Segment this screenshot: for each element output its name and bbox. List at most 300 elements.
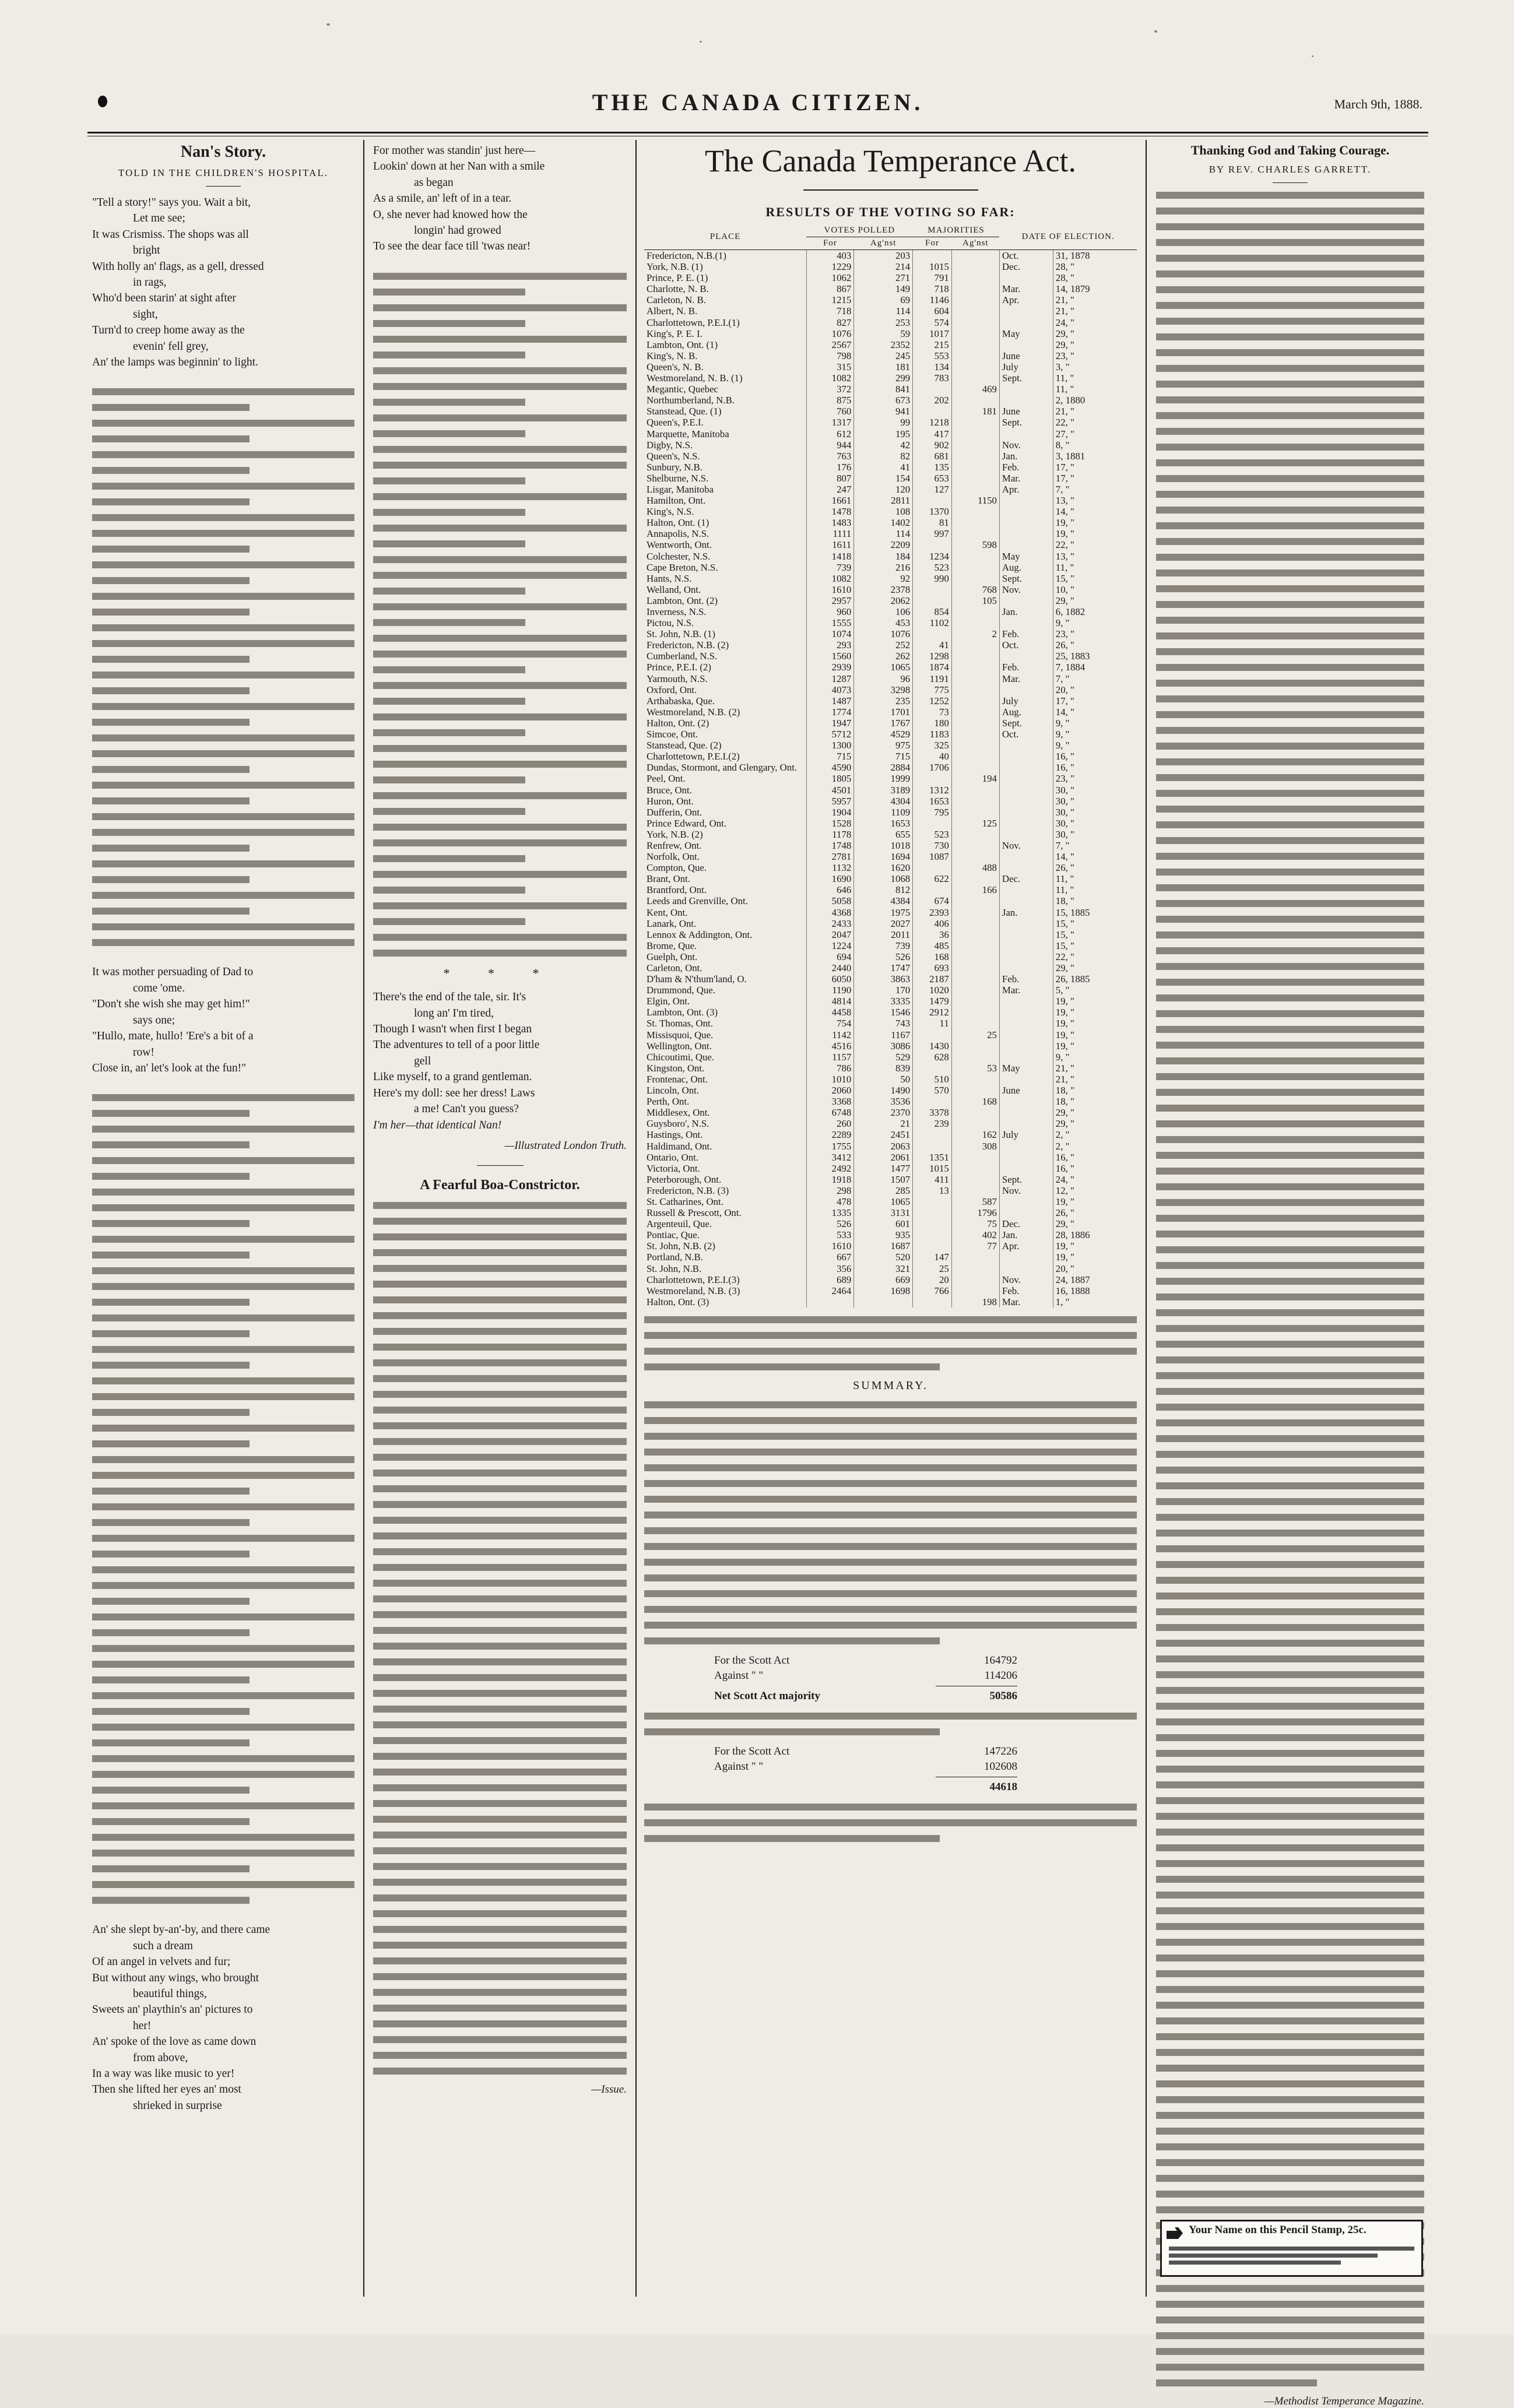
votes-against-cell: 975 <box>854 740 913 751</box>
place-cell: Westmoreland, N.B. (2) <box>647 706 740 718</box>
majority-for-cell: 1015 <box>913 1163 952 1174</box>
issue-date: March 9th, 1888. <box>1334 97 1422 111</box>
day-year-cell: 22, " <box>1053 417 1137 428</box>
total-value: 147226 <box>984 1745 1017 1757</box>
majority-for-cell: 718 <box>913 283 952 294</box>
place-cell: Lincoln, Ont. <box>647 1085 699 1096</box>
majority-against-cell <box>951 785 999 796</box>
day-year-cell: 31, 1878 <box>1053 250 1137 262</box>
votes-against-cell: 2370 <box>854 1107 913 1118</box>
poem-line: Here's my doll: see her dress! Laws <box>373 1087 535 1099</box>
votes-against-cell: 299 <box>854 372 913 384</box>
votes-for-cell: 1062 <box>806 272 854 283</box>
majority-against-cell <box>951 1085 999 1096</box>
table-row <box>644 1285 1137 1296</box>
place-cell: Guysboro', N.S. <box>647 1118 709 1130</box>
place-cell: Russell & Prescott, Ont. <box>647 1207 742 1219</box>
place-cell: York, N.B. (1) <box>647 261 703 273</box>
table-row <box>644 1240 1137 1252</box>
month-cell: May <box>999 1063 1053 1074</box>
votes-for-cell: 6050 <box>806 973 854 985</box>
place-cell: Charlottetown, P.E.I.(2) <box>647 751 740 762</box>
majority-against-cell <box>951 851 999 862</box>
majority-against-cell: 25 <box>951 1029 999 1040</box>
illegible-poem-stanzas <box>373 273 627 957</box>
table-row <box>644 940 1137 951</box>
month-cell <box>999 539 1053 550</box>
votes-for-cell: 1748 <box>806 840 854 851</box>
day-year-cell: 19, " <box>1053 996 1137 1007</box>
day-year-cell: 16, 1888 <box>1053 1285 1137 1296</box>
poem-line: Sweets an' playthin's an' pictures to <box>92 2003 253 2016</box>
votes-for-cell: 960 <box>806 606 854 617</box>
majority-for-cell: 604 <box>913 305 952 317</box>
day-year-cell: 7, 1884 <box>1053 662 1137 673</box>
pencil-stamp-ad <box>1160 2220 1423 2277</box>
poem-line: beautiful things, <box>133 1987 207 2000</box>
place-cell: Peel, Ont. <box>647 773 686 785</box>
month-cell <box>999 1018 1053 1029</box>
poem-line: row! <box>133 1046 154 1059</box>
table-row <box>644 695 1137 706</box>
place-cell: Frontenac, Ont. <box>647 1073 708 1085</box>
votes-against-cell: 4384 <box>854 895 913 906</box>
votes-against-cell: 50 <box>854 1074 913 1085</box>
votes-against-cell: 3086 <box>854 1040 913 1052</box>
month-cell: Jan. <box>999 451 1053 462</box>
majority-against-cell <box>951 706 999 718</box>
day-year-cell: 16, " <box>1053 1152 1137 1163</box>
place-cell: Brant, Ont. <box>647 873 691 885</box>
poem-line: To see the dear face till 'twas near! <box>373 240 531 253</box>
majority-against-cell: 2 <box>951 628 999 639</box>
poem-line: from above, <box>133 2051 188 2064</box>
month-cell <box>999 305 1053 317</box>
stamp-ad-title: Your Name on this Pencil Stamp, 25c. <box>1189 2224 1367 2236</box>
majority-for-cell: 1102 <box>913 617 952 628</box>
month-cell: Dec. <box>999 873 1053 884</box>
votes-against-cell: 235 <box>854 695 913 706</box>
majority-for-cell: 1234 <box>913 551 952 562</box>
table-notes <box>644 1316 1137 1370</box>
place-cell: Shelburne, N.S. <box>647 472 709 484</box>
place-cell: Wellington, Ont. <box>647 1040 712 1052</box>
votes-against-cell: 149 <box>854 283 913 294</box>
majority-for-cell <box>913 1240 952 1252</box>
table-row <box>644 372 1137 384</box>
majority-for-cell <box>913 1218 952 1229</box>
majority-for-cell: 2912 <box>913 1007 952 1018</box>
votes-against-cell: 669 <box>854 1274 913 1285</box>
month-cell: Mar. <box>999 673 1053 684</box>
day-year-cell: 3, 1881 <box>1053 451 1137 462</box>
majority-for-cell: 73 <box>913 706 952 718</box>
month-cell: June <box>999 1085 1053 1096</box>
table-row <box>644 962 1137 973</box>
place-cell: Annapolis, N.S. <box>647 528 709 540</box>
poem-line: Then she lifted her eyes an' most <box>92 2083 241 2096</box>
votes-for-cell: 2060 <box>806 1085 854 1096</box>
majority-for-cell: 854 <box>913 606 952 617</box>
day-year-cell: 24, " <box>1053 1174 1137 1185</box>
place-cell: Guelph, Ont. <box>647 951 698 962</box>
day-year-cell: 16, " <box>1053 1163 1137 1174</box>
majority-for-cell: 628 <box>913 1052 952 1063</box>
poem-line: An' the lamps was beginnin' to light. <box>92 356 258 369</box>
votes-against-cell: 1687 <box>854 1240 913 1252</box>
majority-for-cell: 13 <box>913 1185 952 1196</box>
place-cell: Kingston, Ont. <box>647 1062 705 1074</box>
majority-against-cell <box>951 1185 999 1196</box>
table-row <box>644 462 1137 473</box>
place-cell: Compton, Que. <box>647 862 707 874</box>
votes-against-cell: 285 <box>854 1185 913 1196</box>
votes-against-cell: 935 <box>854 1229 913 1240</box>
majority-against-cell: 1796 <box>951 1207 999 1218</box>
month-cell <box>999 1152 1053 1163</box>
table-row <box>644 617 1137 628</box>
day-year-cell: 10, " <box>1053 584 1137 595</box>
total-label: Against " " <box>714 1669 764 1682</box>
poem-line: longin' had growed <box>414 224 501 237</box>
votes-against-cell: 321 <box>854 1263 913 1274</box>
poem-line: With holly an' flags, as a gell, dressed <box>92 260 264 273</box>
majority-against-cell: 162 <box>951 1129 999 1140</box>
majority-against-cell: 598 <box>951 539 999 550</box>
day-year-cell: 2, " <box>1053 1141 1137 1152</box>
table-row <box>644 1296 1137 1307</box>
table-row <box>644 1029 1137 1040</box>
place-cell: Cumberland, N.S. <box>647 651 718 662</box>
month-cell <box>999 528 1053 539</box>
table-row <box>644 339 1137 350</box>
month-cell <box>999 1207 1053 1218</box>
table-row <box>644 539 1137 550</box>
votes-for-cell: 2289 <box>806 1129 854 1140</box>
majority-against-cell <box>951 751 999 762</box>
votes-against-cell: 203 <box>854 250 913 262</box>
table-row <box>644 996 1137 1007</box>
place-cell: Queen's, P.E.I. <box>647 417 704 428</box>
month-cell <box>999 339 1053 350</box>
table-row <box>644 1107 1137 1118</box>
place-cell: Yarmouth, N.S. <box>647 673 708 684</box>
article-attribution: —Issue. <box>591 2083 627 2096</box>
table-row <box>644 929 1137 940</box>
totals-block-2 <box>714 1744 1017 1795</box>
majority-against-cell: 1150 <box>951 495 999 506</box>
sermon-title: Thanking God and Taking Courage. <box>1190 143 1390 157</box>
month-cell: Nov. <box>999 1185 1053 1196</box>
votes-for-cell: 247 <box>806 484 854 495</box>
table-row <box>644 328 1137 339</box>
col-header-for: For <box>806 237 854 250</box>
place-cell: Lambton, Ont. (2) <box>647 595 718 606</box>
majority-for-cell <box>913 384 952 395</box>
majority-for-cell <box>913 250 952 262</box>
place-cell: Lisgar, Manitoba <box>647 483 714 495</box>
majority-for-cell: 1017 <box>913 328 952 339</box>
month-cell <box>999 317 1053 328</box>
place-cell: Charlotte, N. B. <box>647 283 709 295</box>
votes-for-cell: 1190 <box>806 985 854 996</box>
day-year-cell: 7, " <box>1053 673 1137 684</box>
day-year-cell: 26, " <box>1053 639 1137 651</box>
majority-for-cell: 1706 <box>913 762 952 773</box>
poem-line: "Hullo, mate, hullo! 'Ere's a bit of a <box>92 1030 254 1043</box>
majority-for-cell <box>913 1029 952 1040</box>
majority-against-cell <box>951 1040 999 1052</box>
month-cell: Feb. <box>999 662 1053 673</box>
votes-for-cell: 827 <box>806 317 854 328</box>
votes-against-cell: 1767 <box>854 718 913 729</box>
place-cell: St. Thomas, Ont. <box>647 1018 713 1029</box>
illegible-poem-stanzas <box>92 388 354 946</box>
table-row <box>644 895 1137 906</box>
table-row <box>644 1096 1137 1107</box>
place-cell: Hamilton, Ont. <box>647 495 706 507</box>
majority-against-cell: 168 <box>951 1096 999 1107</box>
summary-note <box>644 1713 1137 1735</box>
month-cell <box>999 1040 1053 1052</box>
majority-for-cell <box>913 773 952 784</box>
majority-for-cell: 1020 <box>913 985 952 996</box>
votes-against-cell: 195 <box>854 428 913 440</box>
poem-line: Who'd been starin' at sight after <box>92 292 236 305</box>
total-label: Net Scott Act majority <box>714 1689 821 1702</box>
place-cell: Drummond, Que. <box>647 985 715 996</box>
majority-for-cell: 766 <box>913 1285 952 1296</box>
month-cell <box>999 785 1053 796</box>
majority-for-cell: 730 <box>913 840 952 851</box>
majority-against-cell: 53 <box>951 1063 999 1074</box>
votes-against-cell: 2884 <box>854 762 913 773</box>
majority-for-cell <box>913 884 952 895</box>
day-year-cell: 9, " <box>1053 617 1137 628</box>
votes-for-cell: 1111 <box>806 528 854 539</box>
majority-for-cell: 510 <box>913 1074 952 1085</box>
summary-text <box>644 1401 1137 1644</box>
poem-line: For mother was standin' just here— <box>373 145 536 157</box>
place-cell: Inverness, N.S. <box>647 606 707 617</box>
votes-against-cell: 2027 <box>854 918 913 929</box>
month-cell: Aug. <box>999 706 1053 718</box>
majority-against-cell: 194 <box>951 773 999 784</box>
votes-for-cell: 4501 <box>806 785 854 796</box>
poem-line: It was mother persuading of Dad to <box>92 966 254 979</box>
table-row <box>644 562 1137 573</box>
majority-against-cell <box>951 873 999 884</box>
month-cell: June <box>999 350 1053 361</box>
votes-for-cell: 763 <box>806 451 854 462</box>
sermon-attribution: —Methodist Temperance Magazine. <box>1264 2395 1424 2407</box>
month-cell: Feb. <box>999 1285 1053 1296</box>
illegible-poem-stanzas <box>92 1094 354 1904</box>
month-cell: Nov. <box>999 440 1053 451</box>
votes-against-cell: 262 <box>854 651 913 662</box>
day-year-cell: 16, " <box>1053 751 1137 762</box>
majority-for-cell: 485 <box>913 940 952 951</box>
majority-against-cell: 469 <box>951 384 999 395</box>
results-heading: RESULTS OF THE VOTING SO FAR: <box>765 205 1016 219</box>
votes-for-cell: 2433 <box>806 918 854 929</box>
day-year-cell: 26, " <box>1053 862 1137 873</box>
table-row <box>644 740 1137 751</box>
votes-for-cell: 760 <box>806 406 854 417</box>
majority-for-cell: 41 <box>913 639 952 651</box>
majority-for-cell: 127 <box>913 484 952 495</box>
title-rule <box>803 189 978 191</box>
majority-against-cell <box>951 1007 999 1018</box>
majority-for-cell: 1183 <box>913 729 952 740</box>
votes-against-cell: 1999 <box>854 773 913 784</box>
votes-for-cell: 1229 <box>806 261 854 272</box>
majority-for-cell: 990 <box>913 573 952 584</box>
place-cell: Leeds and Grenville, Ont. <box>647 895 748 907</box>
votes-against-cell: 3189 <box>854 785 913 796</box>
majority-for-cell <box>913 1141 952 1152</box>
stamp-ad-fineprint <box>1169 2244 1414 2268</box>
poem-line: It was Crismiss. The shops was all <box>92 228 249 241</box>
votes-against-cell: 655 <box>854 829 913 840</box>
majority-for-cell: 653 <box>913 473 952 484</box>
votes-for-cell: 646 <box>806 884 854 895</box>
place-cell: Chicoutimi, Que. <box>647 1051 715 1063</box>
day-year-cell: 11, " <box>1053 884 1137 895</box>
column-rule-2 <box>635 140 637 2297</box>
table-row <box>644 951 1137 962</box>
day-year-cell: 9, " <box>1053 718 1137 729</box>
votes-for-cell: 260 <box>806 1118 854 1129</box>
majority-against-cell <box>951 350 999 361</box>
place-cell: Colchester, N.S. <box>647 550 711 562</box>
majority-against-cell: 587 <box>951 1196 999 1207</box>
votes-against-cell: 453 <box>854 617 913 628</box>
table-row <box>644 1129 1137 1140</box>
month-cell <box>999 818 1053 829</box>
table-row <box>644 595 1137 606</box>
place-cell: Middlesex, Ont. <box>647 1107 710 1119</box>
table-row <box>644 395 1137 406</box>
majority-against-cell <box>951 929 999 940</box>
table-row <box>644 361 1137 372</box>
majority-for-cell: 168 <box>913 951 952 962</box>
majority-against-cell <box>951 951 999 962</box>
day-year-cell: 19, " <box>1053 1252 1137 1263</box>
month-cell <box>999 918 1053 929</box>
votes-for-cell: 1611 <box>806 539 854 550</box>
majority-against-cell: 105 <box>951 595 999 606</box>
votes-against-cell: 526 <box>854 951 913 962</box>
month-cell: Feb. <box>999 973 1053 985</box>
majority-for-cell <box>913 584 952 595</box>
votes-for-cell: 1774 <box>806 706 854 718</box>
majority-for-cell: 406 <box>913 918 952 929</box>
day-year-cell: 26, " <box>1053 1207 1137 1218</box>
month-cell <box>999 1163 1053 1174</box>
table-row <box>644 584 1137 595</box>
poem-subtitle: TOLD IN THE CHILDREN'S HOSPITAL. <box>118 167 329 178</box>
majority-against-cell <box>951 985 999 996</box>
votes-against-cell: 69 <box>854 294 913 305</box>
table-row <box>644 1263 1137 1274</box>
month-cell: Sept. <box>999 372 1053 384</box>
month-cell <box>999 929 1053 940</box>
day-year-cell: 23, " <box>1053 628 1137 639</box>
day-year-cell: 18, " <box>1053 895 1137 906</box>
majority-against-cell <box>951 305 999 317</box>
table-row <box>644 773 1137 784</box>
day-year-cell: 17, " <box>1053 473 1137 484</box>
votes-for-cell: 526 <box>806 1218 854 1229</box>
place-cell: King's, N. B. <box>647 350 698 361</box>
majority-against-cell <box>951 261 999 272</box>
table-row <box>644 473 1137 484</box>
majority-against-cell <box>951 473 999 484</box>
majority-against-cell <box>951 1252 999 1263</box>
votes-against-cell: 1698 <box>854 1285 913 1296</box>
place-cell: Dufferin, Ont. <box>647 806 702 818</box>
place-cell: Hants, N.S. <box>647 572 692 584</box>
votes-for-cell: 5058 <box>806 895 854 906</box>
day-year-cell: 30, " <box>1053 829 1137 840</box>
month-cell: Nov. <box>999 840 1053 851</box>
majority-against-cell <box>951 506 999 517</box>
place-cell: Charlottetown, P.E.I.(1) <box>647 317 740 328</box>
day-year-cell: 29, " <box>1053 1118 1137 1129</box>
month-cell: Apr. <box>999 1240 1053 1252</box>
place-cell: D'ham & N'thum'land, O. <box>647 973 747 985</box>
table-row <box>644 729 1137 740</box>
votes-for-cell: 403 <box>806 250 854 262</box>
day-year-cell: 15, 1885 <box>1053 907 1137 918</box>
votes-for-cell: 6748 <box>806 1107 854 1118</box>
votes-against-cell: 2209 <box>854 539 913 550</box>
majority-for-cell: 411 <box>913 1174 952 1185</box>
majority-for-cell: 1874 <box>913 662 952 673</box>
majority-against-cell <box>951 1285 999 1296</box>
poem-line: There's the end of the tale, sir. It's <box>373 991 526 1004</box>
table-row <box>644 551 1137 562</box>
poem-line: Close in, an' let's look at the fun!" <box>92 1061 247 1074</box>
month-cell: Sept. <box>999 573 1053 584</box>
month-cell: Oct. <box>999 250 1053 262</box>
votes-against-cell: 154 <box>854 473 913 484</box>
votes-for-cell: 176 <box>806 462 854 473</box>
majority-against-cell <box>951 718 999 729</box>
majority-against-cell <box>951 617 999 628</box>
day-year-cell: 26, 1885 <box>1053 973 1137 985</box>
votes-for-cell: 718 <box>806 305 854 317</box>
month-cell: Mar. <box>999 985 1053 996</box>
place-cell: Brome, Que. <box>647 940 697 951</box>
table-row <box>644 406 1137 417</box>
day-year-cell: 29, " <box>1053 1218 1137 1229</box>
article-body <box>373 1202 627 2075</box>
votes-for-cell: 667 <box>806 1252 854 1263</box>
table-row <box>644 807 1137 818</box>
illegible-sermon-text <box>1156 192 1424 2386</box>
majority-against-cell <box>951 651 999 662</box>
title-rule <box>206 186 241 187</box>
majority-for-cell: 553 <box>913 350 952 361</box>
day-year-cell: 23, " <box>1053 350 1137 361</box>
table-row <box>644 350 1137 361</box>
day-year-cell: 12, " <box>1053 1185 1137 1196</box>
votes-against-cell: 1477 <box>854 1163 913 1174</box>
votes-for-cell: 2939 <box>806 662 854 673</box>
month-cell <box>999 962 1053 973</box>
